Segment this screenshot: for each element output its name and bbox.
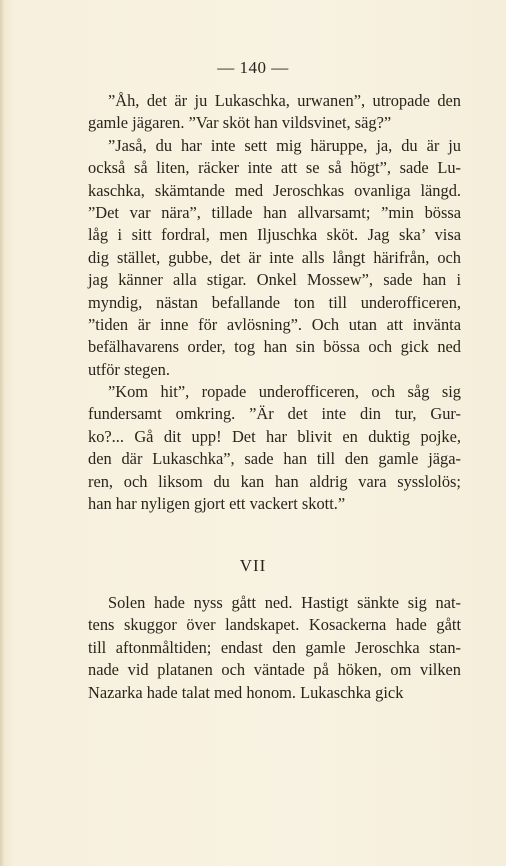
chapter-heading: VII <box>239 556 267 575</box>
text-line: ren, och liksom du kan han aldrig vara sysslolös; <box>88 471 461 491</box>
text-line: ”Det var nära”, tillade han allvarsamt; ”min bössa <box>88 202 461 222</box>
text-line: gamle jägaren. ”Var sköt han vildsvinet, säg?” <box>88 113 392 133</box>
text-line: fundersamt omkring. ”Är det inte din tur, Gur- <box>88 404 461 424</box>
paragraph <box>88 592 461 704</box>
text-line: ”tiden är inne för avlösning”. Och utan att invänta <box>88 314 461 334</box>
text-block-bottom <box>88 592 461 704</box>
text-line: den där Lukaschka”, sade han till den gamle jäga- <box>88 449 461 469</box>
text-line: låg i sitt fordral, men Iljuschka sköt. Jag ska’ visa <box>88 225 461 245</box>
paragraph <box>88 90 461 135</box>
text-line: ”Åh, det är ju Lukaschka, urwanen”, utropade den <box>108 91 461 110</box>
text-line: ko?... Gå dit upp! Det har blivit en duktig pojke, <box>88 426 461 446</box>
text-line: han har nyligen gjort ett vackert skott.” <box>88 494 346 514</box>
paragraph <box>88 135 461 381</box>
text-line: nade vid platanen och väntade på höken, om vilken <box>88 660 461 680</box>
text-line: dig stället, gubbe, det är inte alls långt härifrån, och <box>88 247 461 267</box>
text-line: myndig, nästan befallande ton till underofficeren, <box>88 292 461 312</box>
paragraph <box>88 381 461 515</box>
text-line: kaschka, skämtande med Jeroschkas ovanliga längd. <box>88 180 461 200</box>
text-line: utför stegen. <box>88 359 170 379</box>
text-line: ”Jaså, du har inte sett mig häruppe, ja, du är ju <box>108 135 461 155</box>
page-edge-shadow <box>0 0 4 866</box>
text-block-top <box>88 90 461 515</box>
page-number: — 140 — <box>217 58 289 77</box>
text-line: Solen hade nyss gått ned. Hastigt sänkte sig nat- <box>108 593 461 612</box>
text-line: till aftonmåltiden; endast den gamle Jeroschka stan- <box>88 637 461 657</box>
text-line: ”Kom hit”, ropade underofficeren, och såg sig <box>108 382 461 402</box>
text-line: jag känner alla stigar. Onkel Mossew”, sade han i <box>88 270 461 290</box>
text-line: Nazarka hade talat med honom. Lukaschka gick <box>88 682 404 702</box>
text-line: tens skuggor över landskapet. Kosackerna hade gått <box>88 615 461 635</box>
text-line: befälhavarens order, tog han sin bössa och gick ned <box>88 337 461 357</box>
text-line: också så liten, räcker inte att se så högt”, sade Lu- <box>88 158 461 178</box>
